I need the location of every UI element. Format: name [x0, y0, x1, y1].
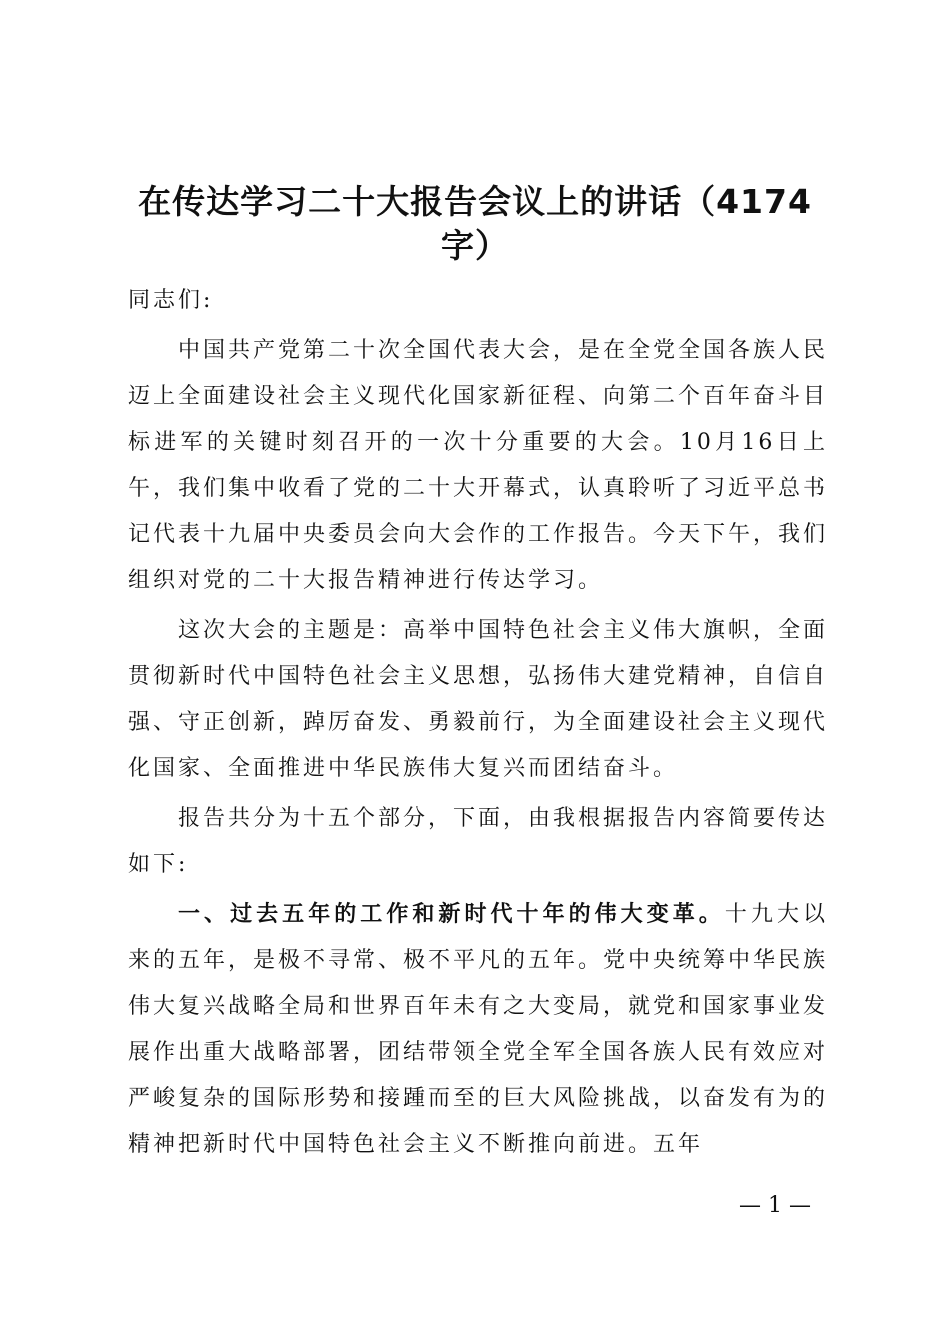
document-title: [120, 180, 830, 268]
document-body: [128, 278, 828, 1172]
title-line-2: 字）: [441, 226, 509, 265]
paragraph-intro: 中国共产党第二十次全国代表大会，是在全党全国各族人民迈上全面建设社会主义现代化国家新征程、向第二个百年奋斗目标进军的关键时刻召开的一次十分重要的大会。10月16日上午，我们集中收看了党的二十大开幕式，认真聆听了习近平总书记代表十九届中央委员会向大会作的工作报告。今天下午，我们组织对党的二十大报告精神进行传达学习。: [128, 338, 829, 593]
section-1-heading: 一、过去五年的工作和新时代十年的伟大变革。: [178, 902, 725, 927]
paragraph-section-1: [128, 892, 828, 1168]
section-1-text: 十九大以来的五年，是极不寻常、极不平凡的五年。党中央统筹中华民族伟大复兴战略全局和世界百年未有之大变局，就党和国家事业发展作出重大战略部署，团结带领全党全军全国各族人民有效应对严峻复杂的国际形势和接踵而至的巨大风险挑战，以奋发有为的精神把新时代中国特色社会主义不断推向前进。五年: [128, 902, 829, 1157]
page-number: — 1 —: [739, 1193, 811, 1218]
paragraph-outline: 报告共分为十五个部分，下面，由我根据报告内容简要传达如下:: [128, 806, 829, 877]
title-line-1: 在传达学习二十大报告会议上的讲话（4174: [138, 182, 812, 221]
paragraph-theme: 这次大会的主题是：高举中国特色社会主义伟大旗帜，全面贯彻新时代中国特色社会主义思想，弘扬伟大建党精神，自信自强、守正创新，踔厉奋发、勇毅前行，为全面建设社会主义现代化国家、全面推进中华民族伟大复兴而团结奋斗。: [128, 618, 829, 781]
greeting: 同志们:: [128, 288, 214, 313]
